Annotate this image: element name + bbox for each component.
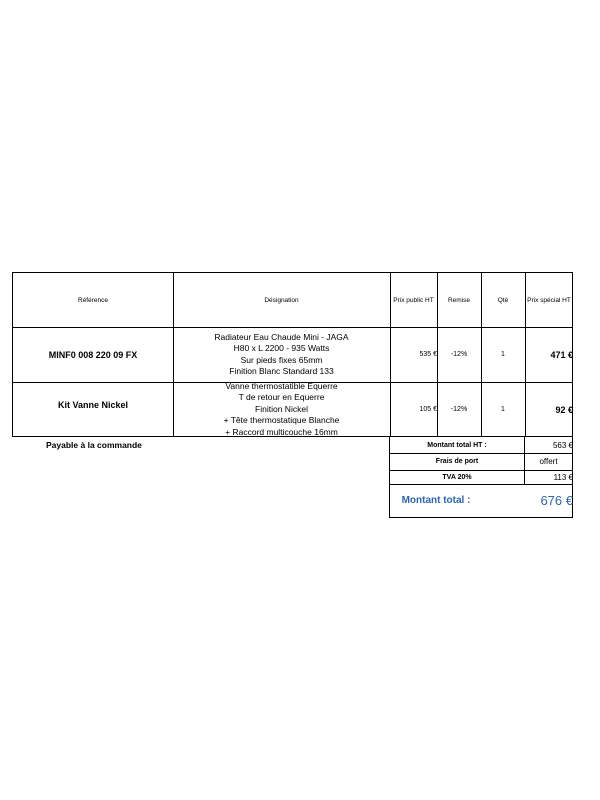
row1-reference: MINF0 008 220 09 FX bbox=[48, 349, 138, 360]
designation-line: Finition Nickel bbox=[255, 403, 308, 414]
designation-line: + Raccord multicouche 16mm bbox=[225, 426, 338, 437]
header-prix-special: Prix spécial HT bbox=[527, 296, 571, 304]
row2-prix-special: 92 € bbox=[555, 404, 573, 415]
designation-line: Radiateur Eau Chaude Mini - JAGA bbox=[214, 331, 349, 342]
designation-line: T de retour en Equerre bbox=[238, 392, 325, 403]
header-designation: Désignation bbox=[264, 296, 299, 304]
row1-prix-public: 535 € bbox=[419, 351, 437, 358]
header-remise: Remise bbox=[447, 296, 471, 304]
row1-qte: 1 bbox=[501, 351, 505, 358]
designation-line: Vanne thermostatible Equerre bbox=[225, 380, 338, 391]
frais-port-value: offert bbox=[539, 457, 558, 466]
payment-note: Payable à la commande bbox=[46, 440, 142, 450]
totals-block bbox=[389, 437, 573, 518]
montant-total-label: Montant total : bbox=[401, 495, 471, 506]
header-reference: Référence bbox=[78, 296, 108, 304]
row1-designation bbox=[173, 327, 390, 382]
row2-qte: 1 bbox=[501, 406, 505, 413]
frais-port-label: Frais de port bbox=[435, 458, 479, 465]
designation-line: Sur pieds fixes 65mm bbox=[240, 354, 323, 365]
tva-label: TVA 20% bbox=[442, 473, 472, 481]
row2-remise: -12% bbox=[450, 406, 468, 413]
row1-remise: -12% bbox=[450, 351, 468, 358]
row1-prix-special: 471 € bbox=[550, 349, 573, 360]
row2-prix-public: 105 € bbox=[419, 406, 437, 413]
montant-total-value: 676 € bbox=[540, 493, 573, 508]
designation-line: + Tête thermostatique Blanche bbox=[223, 415, 340, 426]
designation-line: H80 x L 2200 - 935 Watts bbox=[233, 343, 330, 353]
montant-ht-value: 563 € bbox=[552, 440, 573, 450]
designation-line: Finition Blanc Standard 133 bbox=[229, 366, 334, 376]
montant-ht-label: Montant total HT : bbox=[427, 441, 487, 449]
quote-table bbox=[12, 272, 573, 437]
tva-value: 113 € bbox=[553, 472, 573, 482]
header-qte: Qté bbox=[497, 296, 509, 304]
row2-reference: Kit Vanne Nickel bbox=[57, 400, 129, 410]
row2-designation bbox=[173, 382, 390, 437]
header-prix-public: Prix public HT bbox=[393, 296, 434, 304]
